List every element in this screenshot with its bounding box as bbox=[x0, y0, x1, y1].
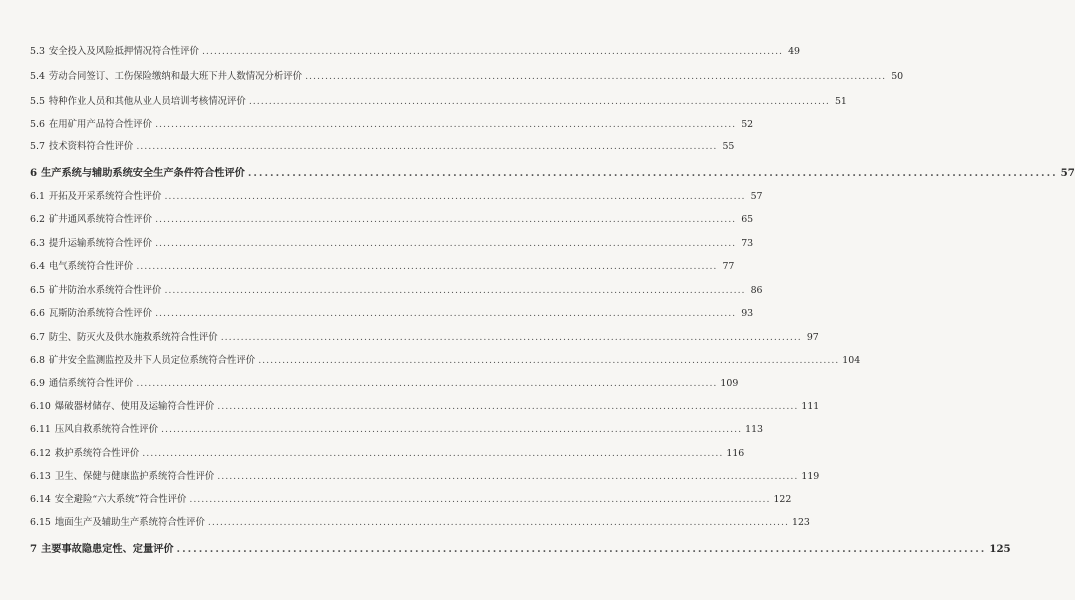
toc-chapter-6[interactable] bbox=[30, 165, 1075, 181]
toc-entry-page: 50 bbox=[891, 71, 904, 82]
toc-entry-number: 5.4 bbox=[30, 71, 45, 82]
toc-entry-title: 提升运输系统符合性评价 bbox=[48, 238, 153, 249]
dot-leader bbox=[177, 541, 987, 557]
toc-entry-number: 6.13 bbox=[30, 471, 51, 482]
toc-entry-title: 安全避险“六大系统”符合性评价 bbox=[54, 494, 187, 505]
toc-entry-6-2[interactable] bbox=[30, 212, 754, 228]
toc-entry-6-13[interactable] bbox=[30, 469, 820, 485]
toc-entry-6-7[interactable] bbox=[30, 330, 819, 346]
toc-entry-page: 97 bbox=[806, 332, 819, 343]
toc-entry-number: 6.15 bbox=[30, 517, 51, 528]
toc-entry-number: 6.8 bbox=[30, 355, 45, 366]
toc-entry-page: 122 bbox=[773, 494, 792, 505]
toc-entry-number: 6.6 bbox=[30, 308, 45, 319]
toc-entry-number: 5.6 bbox=[30, 119, 45, 130]
dot-leader bbox=[189, 492, 770, 508]
toc-entry-title: 安全投入及风险抵押情况符合性评价 bbox=[48, 46, 199, 57]
toc-entry-5-6[interactable] bbox=[30, 117, 754, 133]
toc-entry-6-4[interactable] bbox=[30, 259, 735, 275]
toc-entry-title: 爆破器材储存、使用及运输符合性评价 bbox=[54, 401, 215, 412]
toc-entry-number: 6.14 bbox=[30, 494, 51, 505]
toc-entry-page: 125 bbox=[989, 543, 1011, 555]
toc-entry-5-4[interactable] bbox=[30, 69, 904, 85]
toc-entry-title: 瓦斯防治系统符合性评价 bbox=[48, 308, 153, 319]
toc-entry-page: 93 bbox=[741, 308, 754, 319]
toc-entry-title: 防尘、防灭火及供水施救系统符合性评价 bbox=[48, 332, 218, 343]
toc-entry-page: 119 bbox=[801, 471, 820, 482]
dot-leader bbox=[248, 165, 1058, 181]
toc-entry-title: 劳动合同签订、工伤保险缴纳和最大班下井人数情况分析评价 bbox=[48, 71, 303, 82]
toc-entry-title: 矿井通风系统符合性评价 bbox=[48, 214, 153, 225]
toc-chapter-7[interactable] bbox=[30, 541, 1011, 557]
toc-entry-title: 卫生、保健与健康监护系统符合性评价 bbox=[54, 471, 215, 482]
dot-leader bbox=[155, 212, 736, 228]
toc-entry-page: 57 bbox=[750, 191, 763, 202]
toc-entry-title: 通信系统符合性评价 bbox=[48, 378, 134, 389]
toc-entry-number: 6.9 bbox=[30, 378, 45, 389]
toc-entry-title: 矿井防治水系统符合性评价 bbox=[48, 285, 162, 296]
dot-leader bbox=[136, 259, 717, 275]
toc-entry-5-7[interactable] bbox=[30, 139, 735, 155]
toc-entry-page: 123 bbox=[791, 517, 810, 528]
toc-entry-title: 地面生产及辅助生产系统符合性评价 bbox=[54, 517, 205, 528]
dot-leader bbox=[164, 189, 745, 205]
toc-entry-page: 104 bbox=[842, 355, 861, 366]
toc-entry-title: 在用矿用产品符合性评价 bbox=[48, 119, 153, 130]
toc-entry-6-14[interactable] bbox=[30, 492, 792, 508]
toc-entry-number: 6.3 bbox=[30, 238, 45, 249]
toc-entry-6-10[interactable] bbox=[30, 399, 820, 415]
toc-entry-page: 86 bbox=[750, 285, 763, 296]
toc-entry-6-9[interactable] bbox=[30, 376, 739, 392]
toc-entry-page: 65 bbox=[741, 214, 754, 225]
toc-entry-page: 113 bbox=[745, 424, 764, 435]
toc-entry-6-6[interactable] bbox=[30, 306, 754, 322]
dot-leader bbox=[136, 376, 717, 392]
dot-leader bbox=[208, 515, 789, 531]
dot-leader bbox=[305, 69, 886, 85]
toc-entry-title: 生产系统与辅助系统安全生产条件符合性评价 bbox=[41, 167, 245, 179]
toc-entry-page: 77 bbox=[722, 261, 735, 272]
toc-entry-number: 6.2 bbox=[30, 214, 45, 225]
toc-entry-page: 55 bbox=[722, 141, 735, 152]
toc-entry-title: 压风自救系统符合性评价 bbox=[54, 424, 159, 435]
toc-entry-title: 电气系统符合性评价 bbox=[48, 261, 134, 272]
toc-entry-page: 109 bbox=[720, 378, 739, 389]
toc-entry-6-11[interactable] bbox=[30, 422, 764, 438]
toc-entry-number: 6.7 bbox=[30, 332, 45, 343]
dot-leader bbox=[164, 283, 745, 299]
toc-entry-title: 特种作业人员和其他从业人员培训考核情况评价 bbox=[48, 96, 246, 107]
dot-leader bbox=[217, 469, 798, 485]
toc-entry-page: 51 bbox=[834, 96, 847, 107]
toc-entry-5-3[interactable] bbox=[30, 44, 801, 60]
dot-leader bbox=[221, 330, 802, 346]
toc-entry-number: 6.1 bbox=[30, 191, 45, 202]
toc-entry-page: 52 bbox=[741, 119, 754, 130]
toc-entry-number: 5.7 bbox=[30, 141, 45, 152]
toc-entry-page: 116 bbox=[726, 448, 745, 459]
toc-entry-6-5[interactable] bbox=[30, 283, 763, 299]
dot-leader bbox=[161, 422, 742, 438]
toc-entry-title: 主要事故隐患定性、定量评价 bbox=[41, 543, 174, 555]
toc-entry-number: 7 bbox=[30, 543, 38, 555]
toc-entry-page: 49 bbox=[788, 46, 801, 57]
toc-entry-title: 救护系统符合性评价 bbox=[54, 448, 140, 459]
dot-leader bbox=[155, 236, 736, 252]
toc-entry-page: 73 bbox=[741, 238, 754, 249]
toc-entry-number: 6 bbox=[30, 167, 38, 179]
toc-entry-number: 6.4 bbox=[30, 261, 45, 272]
toc-entry-title: 开拓及开采系统符合性评价 bbox=[48, 191, 162, 202]
toc-entry-5-5[interactable] bbox=[30, 94, 847, 110]
toc-entry-title: 矿井安全监测监控及井下人员定位系统符合性评价 bbox=[48, 355, 256, 366]
toc-entry-6-15[interactable] bbox=[30, 515, 810, 531]
toc-entry-number: 6.5 bbox=[30, 285, 45, 296]
toc-entry-number: 5.3 bbox=[30, 46, 45, 57]
dot-leader bbox=[155, 117, 736, 133]
dot-leader bbox=[155, 306, 736, 322]
dot-leader bbox=[217, 399, 798, 415]
toc-entry-6-3[interactable] bbox=[30, 236, 754, 252]
dot-leader bbox=[142, 446, 723, 462]
toc-entry-number: 5.5 bbox=[30, 96, 45, 107]
toc-entry-number: 6.12 bbox=[30, 448, 51, 459]
toc-entry-6-12[interactable] bbox=[30, 446, 745, 462]
toc-entry-title: 技术资料符合性评价 bbox=[48, 141, 134, 152]
dot-leader bbox=[249, 94, 830, 110]
toc-entry-6-1[interactable] bbox=[30, 189, 763, 205]
dot-leader bbox=[136, 139, 717, 155]
dot-leader bbox=[258, 353, 839, 369]
toc-entry-number: 6.11 bbox=[30, 424, 51, 435]
toc-entry-page: 111 bbox=[801, 401, 820, 412]
toc-entry-number: 6.10 bbox=[30, 401, 51, 412]
toc-entry-6-8[interactable] bbox=[30, 353, 861, 369]
toc-entry-page: 57 bbox=[1060, 167, 1075, 179]
dot-leader bbox=[202, 44, 783, 60]
